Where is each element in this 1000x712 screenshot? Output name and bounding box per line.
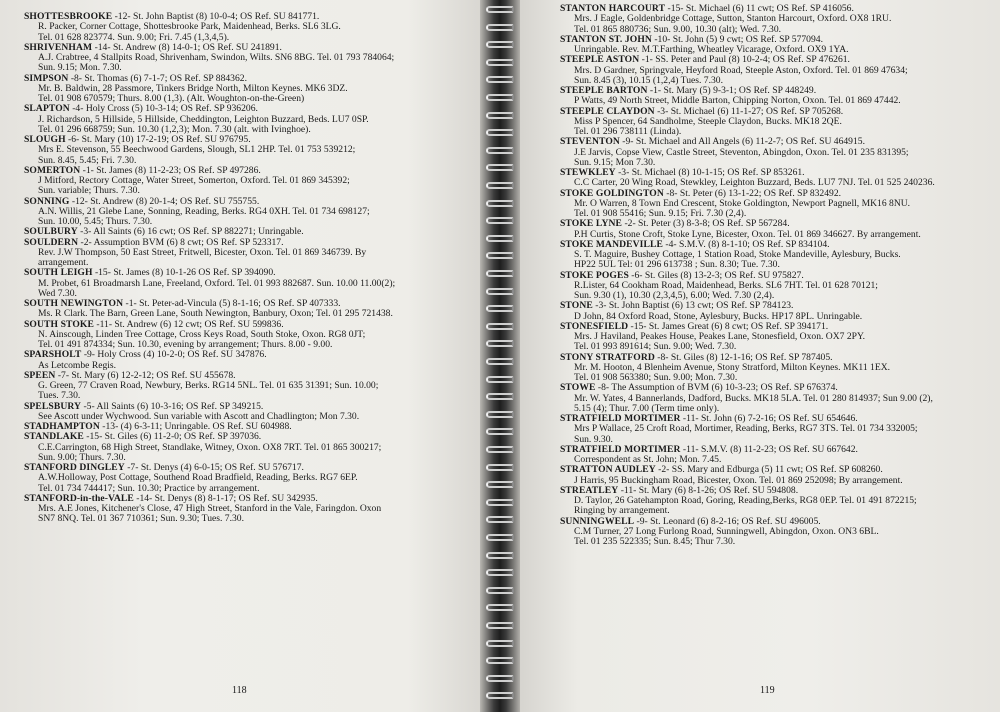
directory-entry xyxy=(24,350,474,371)
entry-tower-details: -2- SS. Mary and Edburga (5) 11 cwt; OS Ref. SP 608260. xyxy=(655,464,883,476)
entry-detail-line: Tel. 01 491 874334; Sun. 10.30, evening by arrangement; Thurs. 8.00 - 9.00. xyxy=(38,339,333,350)
entry-place-name: STANTON ST. JOHN xyxy=(560,33,652,45)
entry-place-name: SOUTH NEWINGTON xyxy=(24,298,124,309)
directory-entry xyxy=(560,465,996,486)
entry-detail-line: Mrs P Wallace, 25 Croft Road, Mortimer, Reading, Berks, RG7 3TS. Tel. 01 734 332005; xyxy=(574,423,918,435)
entry-tower-details: -4- S.M.V. (8) 8-1-10; OS Ref. SP 834104. xyxy=(662,238,830,250)
entry-heading xyxy=(24,268,474,278)
entry-detail-line: 5.15 (4); Thur. 7.00 (Term time only). xyxy=(574,402,720,414)
entry-detail-line: G. Green, 77 Craven Road, Newbury, Berks. RG14 5NL. Tel. 01 635 31391; Sun. 10.00; xyxy=(38,380,379,391)
entry-tower-details: -8- St. Giles (8) 12-1-16; OS Ref. SP 787405. xyxy=(654,351,833,363)
entry-detail-line: Tel. 01 296 738111 (Linda). xyxy=(574,126,682,137)
entry-heading xyxy=(560,383,996,393)
entry-tower-details: -11- S.M.V. (8) 11-2-23; OS Ref. SU 667642. xyxy=(680,443,858,455)
directory-entry xyxy=(24,494,474,525)
entry-tower-details: -8- St. Thomas (6) 7-1-7; OS Ref. SP 884362. xyxy=(68,72,247,84)
entry-detail-line: Tel. 01 628 823774. Sun. 9.00; Fri. 7.45 (1,3,4,5). xyxy=(38,31,230,43)
entry-detail-line: Mrs. J Haviland, Peakes House, Peakes Lane, Stonesfield, Oxon. OX7 2PY. xyxy=(574,331,866,342)
spiral-coil xyxy=(486,217,514,224)
spiral-coil xyxy=(486,41,514,48)
entry-tower-details: -15- St. Michael (6) 11 cwt; OS Ref. SP 416056. xyxy=(665,3,854,14)
entry-tower-details: -11- St. Andrew (6) 12 cwt; OS Ref. SU 599836. xyxy=(93,318,284,330)
spiral-coil xyxy=(486,622,514,629)
entry-detail-line: D John, 84 Oxford Road, Stone, Aylesbury, Bucks. HP17 8PL. Unringable. xyxy=(574,310,863,322)
entry-detail-line: Miss P Spencer, 64 Sandholme, Steeple Claydon, Bucks. MK18 2QE. xyxy=(574,115,842,127)
entry-detail-line: SN7 8NQ. Tel. 01 367 710361; Sun. 9.30; Tues. 7.30. xyxy=(38,513,244,525)
entry-place-name: STEEPLE CLAYDON xyxy=(560,105,655,117)
entry-heading xyxy=(24,104,474,114)
entry-tower-details: -1- St. Mary (5) 9-3-1; OS Ref. SP 448249. xyxy=(647,85,817,96)
page-number-left: 118 xyxy=(232,685,247,696)
directory-entry xyxy=(24,268,474,299)
spiral-coil xyxy=(486,270,514,277)
right-entries xyxy=(560,4,996,547)
directory-entry xyxy=(560,219,996,240)
entry-place-name: STANDLAKE xyxy=(24,431,84,443)
directory-entry xyxy=(560,137,996,168)
directory-entry xyxy=(24,43,474,74)
entry-tower-details: -3- St. Michael (6) 11-1-27; OS Ref. SP 705268. xyxy=(654,105,844,117)
spiral-coil xyxy=(486,94,514,101)
directory-entry xyxy=(560,107,996,138)
entry-tower-details: -3- All Saints (6) 16 cwt; OS Ref. SP 882271; Unringable. xyxy=(77,226,304,238)
entry-place-name: STOKE GOLDINGTON xyxy=(560,187,664,199)
entry-detail-line: A.J. Crabtree, 4 Stallpits Road, Shrivenham, Swindon, Wilts. SN6 8BG. Tel. 01 793 784064; xyxy=(38,52,395,63)
entry-place-name: STANFORD-in-the-VALE xyxy=(24,492,134,504)
directory-entry xyxy=(24,238,474,269)
entry-tower-details: -11- St. Mary (6) 8-1-26; OS Ref. SU 594808. xyxy=(618,484,799,496)
directory-entry xyxy=(560,271,996,302)
entry-place-name: STANFORD DINGLEY xyxy=(24,462,125,473)
spiral-coil xyxy=(486,499,514,506)
spiral-coil xyxy=(486,305,514,312)
directory-entry xyxy=(560,517,996,548)
entry-place-name: SLOUGH xyxy=(24,134,66,145)
directory-entry xyxy=(560,414,996,445)
entry-place-name: SOULBURY xyxy=(24,226,78,238)
spiral-coil xyxy=(486,323,514,330)
entry-heading xyxy=(560,137,996,147)
spiral-coil xyxy=(486,534,514,541)
entry-tower-details: -3- St. Michael (8) 10-1-15; OS Ref. SP 853261. xyxy=(615,167,805,178)
entry-detail-line: J Harris, 95 Buckingham Road, Bicester, Oxon. Tel. 01 869 252098; By arrangement. xyxy=(574,474,903,486)
entry-tower-details: -11- St. John (6) 7-2-16; OS Ref. SU 654646. xyxy=(680,413,858,424)
entry-detail-line: N. Ainscough, Linden Tree Cottage, Cross Keys Road, South Stoke, Oxon. RG8 0JT; xyxy=(38,328,366,340)
entry-tower-details: -15- St. James Great (6) 8 cwt; OS Ref. SP 394171. xyxy=(628,320,829,332)
entry-place-name: STEVENTON xyxy=(560,136,620,148)
spiral-coil xyxy=(486,481,514,488)
entry-tower-details: -12- St. Andrew (8) 20-1-4; OS Ref. SU 755755. xyxy=(69,195,260,207)
entry-tower-details: -9- St. Michael and All Angels (6) 11-2-7; OS Ref. SU 464915. xyxy=(619,136,865,148)
entry-detail-line: Unringable. Rev. M.T.Farthing, Wheatley Vicarage, Oxford. OX9 1YA. xyxy=(574,44,849,55)
entry-detail-line: Sun. variable; Thurs. 7.30. xyxy=(38,185,140,197)
entry-detail-line: P Watts, 49 North Street, Middle Barton, Chipping Norton, Oxon. Tel. 01 869 47442. xyxy=(574,95,901,107)
entry-tower-details: -10- St. John (5) 9 cwt; OS Ref. SP 577094. xyxy=(651,33,823,45)
entry-place-name: STADHAMPTON xyxy=(24,421,100,432)
entry-detail-line: C.E.Carrington, 68 High Street, Standlake, Witney, Oxon. OX8 7RT. Tel. 01 865 300217; xyxy=(38,441,382,453)
entry-tower-details: -15- St. Giles (6) 11-2-0; OS Ref. SP 397036. xyxy=(83,431,262,443)
entry-place-name: SOUTH LEIGH xyxy=(24,267,93,279)
entry-place-name: STONESFIELD xyxy=(560,320,629,332)
spiral-coil xyxy=(486,6,514,13)
right-page xyxy=(520,0,1000,712)
spiral-coil xyxy=(486,112,514,119)
spiral-coil xyxy=(486,288,514,295)
directory-entry xyxy=(24,74,474,105)
directory-entry xyxy=(24,371,474,402)
entry-detail-line: P.H Curtis, Stone Croft, Stoke Lyne, Bicester, Oxon. Tel. 01 869 346627. By arrangement. xyxy=(574,228,921,240)
entry-heading xyxy=(560,55,996,65)
entry-place-name: STOWE xyxy=(560,382,596,394)
directory-entry xyxy=(24,463,474,494)
entry-tower-details: -13- (4) 6-3-11; Unringable. OS Ref. SU 604988. xyxy=(99,421,292,432)
entry-place-name: SPARSHOLT xyxy=(24,349,82,361)
entry-detail-line: Tues. 7.30. xyxy=(38,390,81,402)
entry-place-name: SPELSBURY xyxy=(24,400,82,412)
entry-place-name: SOMERTON xyxy=(24,164,81,176)
entry-detail-line: Mr. M. Hooton, 4 Blenheim Avenue, Stony Stratford, Milton Keynes. MK11 1EX. xyxy=(574,361,891,373)
spiral-coil xyxy=(486,692,514,699)
directory-entry xyxy=(560,353,996,384)
entry-detail-line: Tel. 01 908 563380; Sun. 9.00; Mon. 7.30. xyxy=(574,372,738,383)
entry-detail-line: Wed 7.30. xyxy=(38,287,77,299)
entry-detail-line: Correspondent as St. John; Mon. 7.45. xyxy=(574,454,722,465)
directory-entry xyxy=(560,189,996,220)
entry-detail-line: Mr. B. Baldwin, 28 Passmore, Tinkers Bridge North, Milton Keynes. MK6 3DZ. xyxy=(38,82,348,94)
directory-entry xyxy=(560,383,996,414)
spiral-coil xyxy=(486,129,514,136)
entry-heading xyxy=(24,350,474,360)
entry-tower-details: -8- St. Peter (6) 13-1-22; OS Ref. SP 832492. xyxy=(663,187,842,199)
spiral-coil xyxy=(486,428,514,435)
directory-entry xyxy=(560,445,996,466)
entry-detail-line: Mr. O Warren, 8 Town End Crescent, Stoke Goldington, Newport Pagnell, MK16 8NU. xyxy=(574,197,911,209)
entry-tower-details: -5- All Saints (6) 10-3-16; OS Ref. SP 349215. xyxy=(81,400,264,412)
entry-tower-details: -9- Holy Cross (4) 10-2-0; OS Ref. SU 347876. xyxy=(81,349,267,361)
directory-entry xyxy=(24,432,474,463)
entry-heading xyxy=(24,432,474,442)
spiral-coil xyxy=(486,76,514,83)
entry-tower-details: -2- Assumption BVM (6) 8 cwt; OS Ref. SP 523317. xyxy=(78,236,284,248)
entry-place-name: SLAPTON xyxy=(24,103,70,115)
entry-place-name: SOUTH STOKE xyxy=(24,318,94,330)
entry-detail-line: S. T. Maguire, Bushey Cottage, 1 Station Road, Stoke Mandeville, Aylesbury, Bucks. xyxy=(574,249,901,260)
entry-detail-line: M. Probet, 61 Broadmarsh Lane, Freeland, Oxford. Tel. 01 993 882687. Sun. 10.00 11.00(2); xyxy=(38,277,396,289)
entry-tower-details: -6- St. Giles (8) 13-2-3; OS Ref. SU 975827. xyxy=(628,269,804,281)
spiral-coil xyxy=(486,657,514,664)
entry-tower-details: -8- The Assumption of BVM (6) 10-3-23; OS Ref. SP 676374. xyxy=(595,382,838,394)
entry-detail-line: J. Richardson, 5 Hillside, 5 Hillside, Cheddington, Leighton Buzzard, Beds. LU7 0SP. xyxy=(38,113,369,125)
spiral-coil xyxy=(486,200,514,207)
entry-tower-details: -15- St. James (8) 10-1-26 OS Ref. SP 394090. xyxy=(92,267,276,279)
entry-detail-line: Sun. 8.45 (3), 10.15 (1,2,4) Tues. 7.30. xyxy=(574,74,723,86)
spiral-coil xyxy=(486,358,514,365)
entry-detail-line: C.C Carter, 20 Wing Road, Stewkley, Leighton Buzzard, Beds. LU7 7NJ. Tel. 01 525 240236. xyxy=(574,177,935,189)
entry-heading xyxy=(560,465,996,475)
entry-tower-details: -6- St. Mary (10) 17-2-19; OS Ref. SU 976795. xyxy=(65,134,251,145)
entry-tower-details: -3- St. John Baptist (6) 13 cwt; OS Ref. SP 784123. xyxy=(592,300,794,312)
spiral-coil xyxy=(486,516,514,523)
spiral-coil xyxy=(486,675,514,682)
entry-place-name: SHOTTESBROOKE xyxy=(24,11,113,22)
entry-place-name: STEEPLE BARTON xyxy=(560,85,648,96)
entry-place-name: STONY STRATFORD xyxy=(560,351,655,363)
entry-place-name: SUNNINGWELL xyxy=(560,515,635,527)
entry-detail-line: Rev. J.W Thompson, 50 East Street, Fritwell, Bicester, Oxon. Tel. 01 869 346739. By xyxy=(38,246,367,258)
directory-entry xyxy=(560,4,996,35)
directory-entry xyxy=(24,12,474,43)
left-page xyxy=(0,0,480,712)
directory-entry xyxy=(24,320,474,351)
entry-place-name: SHRIVENHAM xyxy=(24,41,93,53)
entry-detail-line: R.Lister, 64 Cookham Road, Maidenhead, Berks. SL6 7HT. Tel. 01 628 70121; xyxy=(574,279,878,291)
entry-place-name: STRATTON AUDLEY xyxy=(560,464,656,476)
entry-detail-line: A.N. Willis, 21 Glebe Lane, Sonning, Reading, Berks. RG4 0XH. Tel. 01 734 698127; xyxy=(38,205,370,217)
entry-detail-line: Tel. 01 865 880736; Sun. 9.00, 10.30 (alt); Wed. 7.30. xyxy=(574,23,782,35)
entry-detail-line: Mr. W. Yates, 4 Bannerlands, Dadford, Bucks. MK18 5LA. Tel. 01 280 814937; Sun 9.00 (2), xyxy=(574,392,933,404)
entry-detail-line: arrangement. xyxy=(38,257,89,268)
entry-place-name: SIMPSON xyxy=(24,72,69,84)
entry-place-name: STRATFIELD MORTIMER xyxy=(560,443,681,455)
entry-detail-line: Tel. 01 734 744417; Sun. 10.30; Practice by arrangement. xyxy=(38,482,260,494)
spiral-coil xyxy=(486,182,514,189)
directory-entry xyxy=(560,86,996,107)
entry-detail-line: Tel. 01 908 55416; Sun. 9.15; Fri. 7.30 (2,4). xyxy=(574,208,747,219)
entry-tower-details: -9- St. Leonard (6) 8-2-16; OS Ref. SU 496005. xyxy=(634,515,821,527)
entry-detail-line: Mrs. D Gardner, Springvale, Heyford Road, Steeple Aston, Oxford. Tel. 01 869 47634; xyxy=(574,64,908,76)
spiral-coil xyxy=(486,464,514,471)
entry-detail-line: HP22 5UL Tel: 01 296 613738 ; Sun. 8.30; Tue. 7.30. xyxy=(574,259,780,271)
spiral-binding xyxy=(480,0,520,712)
spiral-coil xyxy=(486,411,514,418)
spiral-coil xyxy=(486,552,514,559)
entry-place-name: STREATLEY xyxy=(560,484,619,496)
spiral-coil xyxy=(486,340,514,347)
entry-detail-line: Sun. 9.15; Mon. 7.30. xyxy=(38,62,122,74)
entry-tower-details: -1- St. James (8) 11-2-23; OS Ref. SP 497286. xyxy=(80,164,261,176)
spiral-coil xyxy=(486,24,514,31)
entry-place-name: STOKE LYNE xyxy=(560,218,623,230)
entry-detail-line: Mrs. A.E Jones, Kitchener's Close, 47 High Street, Stanford in the Vale, Faringdon. Oxon xyxy=(38,503,382,514)
spiral-coil xyxy=(486,59,514,66)
entry-tower-details: -2- St. Peter (3) 8-3-8; OS Ref. SP 567284. xyxy=(622,218,790,230)
directory-entry xyxy=(24,402,474,423)
entry-detail-line: Mrs E. Stevenson, 55 Beechwood Gardens, Slough, SL1 2HP. Tel. 01 753 539212; xyxy=(38,144,356,156)
entry-place-name: STONE xyxy=(560,300,593,312)
left-entries xyxy=(24,12,474,525)
entry-heading xyxy=(560,301,996,311)
entry-place-name: SPEEN xyxy=(24,369,56,381)
entry-detail-line: C.M Turner, 27 Long Furlong Road, Sunningwell, Abingdon, Oxon. ON3 6BL. xyxy=(574,525,879,537)
entry-detail-line: As Letcombe Regis. xyxy=(38,359,117,371)
directory-entry xyxy=(560,35,996,56)
entry-place-name: STOKE MANDEVILLE xyxy=(560,238,663,250)
entry-place-name: STEEPLE ASTON xyxy=(560,54,640,66)
spiral-coil xyxy=(486,252,514,259)
entry-detail-line: Tel. 01 993 891614; Sun. 9.00; Wed. 7.30. xyxy=(574,341,737,353)
entry-tower-details: -1- SS. Peter and Paul (8) 10-2-4; OS Ref. SP 476261. xyxy=(639,54,850,66)
entry-detail-line: Tel. 01 908 670579; Thurs. 8.00 (1,3). (Alt. Woughton-on-the-Green) xyxy=(38,93,305,104)
spiral-coil xyxy=(486,569,514,576)
spiral-coil xyxy=(486,393,514,400)
entry-detail-line: J.E Jarvis, Copse View, Castle Street, Steventon, Abingdon, Oxon. Tel. 01 235 831395; xyxy=(574,146,909,158)
spiral-coil xyxy=(486,587,514,594)
entry-tower-details: -12- St. John Baptist (8) 10-0-4; OS Ref. SU 841771. xyxy=(112,11,320,22)
entry-detail-line: Sun. 9.15; Mon 7.30. xyxy=(574,156,656,168)
entry-tower-details: -14- St. Denys (8) 8-1-17; OS Ref. SU 342935. xyxy=(133,492,318,504)
directory-entry xyxy=(560,322,996,353)
directory-entry xyxy=(24,197,474,228)
entry-detail-line: Sun. 10.00, 5.45; Thurs. 7.30. xyxy=(38,216,153,227)
entry-detail-line: Tel. 01 296 668759; Sun. 10.30 (1,2,3); Mon. 7.30 (alt. with Ivinghoe). xyxy=(38,123,311,135)
entry-detail-line: D. Taylor, 26 Gatehampton Road, Goring, Reading,Berks, RG8 0EP. Tel. 01 491 872215; xyxy=(574,495,917,506)
entry-place-name: STANTON HARCOURT xyxy=(560,3,666,14)
entry-tower-details: -4- Holy Cross (5) 10-3-14; OS Ref. SP 936206. xyxy=(69,103,258,115)
spiral-coil xyxy=(486,446,514,453)
entry-detail-line: Tel. 01 235 522335; Sun. 8.45; Thur 7.30. xyxy=(574,536,736,547)
spiral-coil xyxy=(486,376,514,383)
entry-detail-line: A.W.Holloway, Post Cottage, Southend Road Bradfield, Reading, Berks. RG7 6EP. xyxy=(38,472,358,484)
entry-tower-details: -14- St. Andrew (8) 14-0-1; OS Ref. SU 241891. xyxy=(92,41,282,53)
directory-entry xyxy=(560,301,996,322)
entry-detail-line: Sun. 9.30 (1), 10.30 (2,3,4,5), 6.00; Wed. 7.30 (2,4). xyxy=(574,290,775,301)
entry-place-name: STOKE POGES xyxy=(560,269,629,281)
entry-place-name: SONNING xyxy=(24,195,70,207)
spiral-coil xyxy=(486,164,514,171)
spiral-coil xyxy=(486,604,514,611)
entry-detail-line: Sun. 9.00; Thurs. 7.30. xyxy=(38,451,126,463)
spiral-coil xyxy=(486,235,514,242)
entry-detail-line: Ringing by arrangement. xyxy=(574,505,670,517)
directory-entry xyxy=(560,55,996,86)
entry-tower-details: -7- St. Mary (6) 12-2-12; OS Ref. SU 455678. xyxy=(55,369,236,381)
entry-tower-details: -1- St. Peter-ad-Vincula (5) 8-1-16; OS Ref. SP 407333. xyxy=(123,298,341,309)
entry-heading xyxy=(560,219,996,229)
entry-detail-line: J Mitford, Rectory Cottage, Water Street, Somerton, Oxford. Tel. 01 869 345392; xyxy=(38,175,350,186)
spiral-coil xyxy=(486,640,514,647)
directory-entry xyxy=(24,299,474,320)
entry-detail-line: Ms. R Clark. The Barn, Green Lane, South Newington, Banbury, Oxon; Tel. 01 295 721438. xyxy=(38,308,393,320)
entry-detail-line: Sun. 9.30. xyxy=(574,433,613,445)
entry-detail-line: R. Packer, Corner Cottage, Shottesbrooke Park, Maidenhead, Berks. SL6 3LG. xyxy=(38,21,341,33)
directory-entry xyxy=(24,104,474,135)
page-number-right: 119 xyxy=(760,685,775,696)
directory-entry xyxy=(560,168,996,189)
entry-place-name: STEWKLEY xyxy=(560,167,616,178)
directory-entry xyxy=(560,240,996,271)
entry-detail-line: See Ascott under Wychwood. Sun variable with Ascott and Chadlington; Mon 7.30. xyxy=(38,410,360,422)
entry-place-name: SOULDERN xyxy=(24,236,79,248)
entry-tower-details: -7- St. Denys (4) 6-0-15; OS Ref. SU 576717. xyxy=(124,462,304,473)
directory-entry xyxy=(24,135,474,166)
directory-entry xyxy=(560,486,996,517)
spiral-coil xyxy=(486,147,514,154)
entry-detail-line: Mrs. J Eagle, Goldenbridge Cottage, Sutton, Stanton Harcourt, Oxford. OX8 1RU. xyxy=(574,13,892,25)
entry-detail-line: Sun. 8.45, 5.45; Fri. 7.30. xyxy=(38,154,137,166)
directory-entry xyxy=(24,166,474,197)
entry-place-name: STRATFIELD MORTIMER xyxy=(560,413,681,424)
